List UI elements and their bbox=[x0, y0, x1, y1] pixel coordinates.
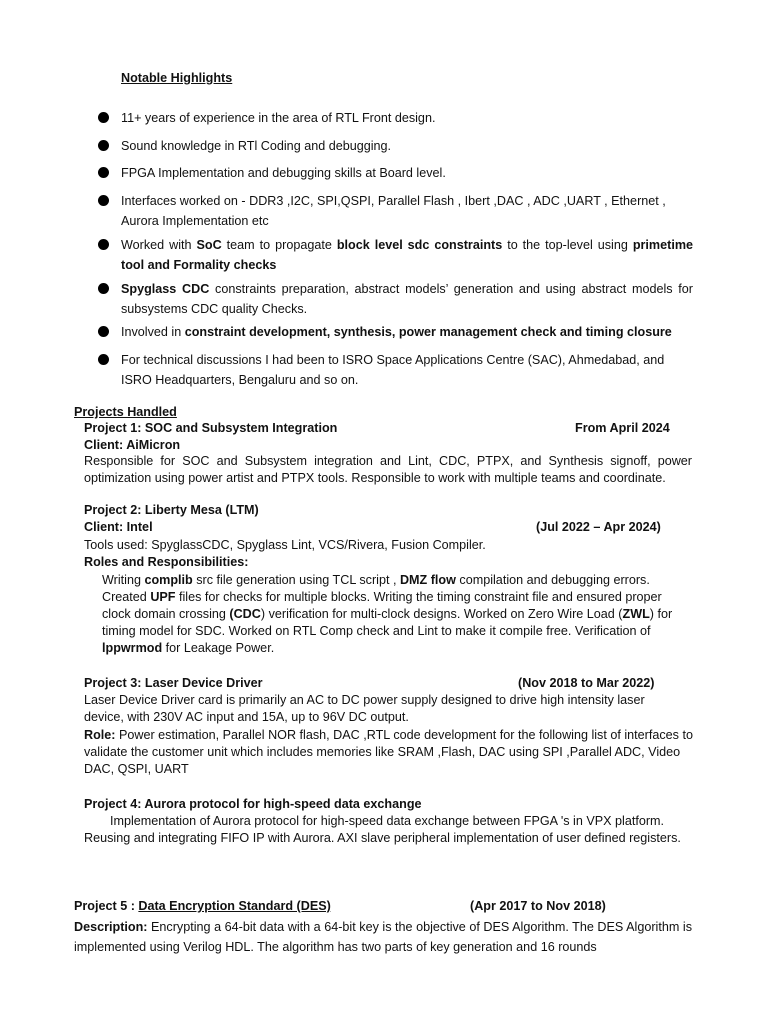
project5-header bbox=[74, 898, 674, 915]
highlight-item bbox=[96, 108, 692, 128]
bullet-icon bbox=[98, 167, 109, 178]
highlight-text: Interfaces worked on - DDR3 ,I2C, SPI,QSPI, Parallel Flash , Ibert ,DAC , ADC ,UART , Ethernet , Aurora Implementation etc bbox=[121, 194, 666, 228]
bold-term: (CDC bbox=[229, 607, 261, 621]
project1-title: Project 1: SOC and Subsystem Integration bbox=[84, 421, 338, 435]
bullet-icon bbox=[98, 195, 109, 206]
project1-client: Client: AiMicron bbox=[84, 438, 181, 452]
project5-title: Data Encryption Standard (DES) bbox=[138, 899, 331, 913]
project4-description: Implementation of Aurora protocol for high-speed data exchange between FPGA 's in VPX platform. Reusing and integrating FIFO IP with Aurora. AXI slave peripheral implementation of user defined registers. bbox=[84, 814, 681, 845]
bold-term: complib bbox=[144, 573, 193, 587]
bold-term: lppwrmod bbox=[102, 641, 163, 655]
project3-description: Laser Device Driver card is primarily an AC to DC power supply designed to drive high intensity laser device, with 230V AC input and 15A, up to 96V DC output. bbox=[84, 693, 645, 724]
highlight-text: 11+ years of experience in the area of RTL Front design. bbox=[121, 111, 436, 125]
role-label: Role: bbox=[84, 728, 116, 742]
highlight-text: For technical discussions I had been to ISRO Space Applications Centre (SAC), Ahmedabad, and ISRO Headquarters, Bengaluru and so on. bbox=[121, 353, 665, 387]
highlights-title: Notable Highlights bbox=[121, 71, 233, 85]
project3-date: (Nov 2018 to Mar 2022) bbox=[518, 676, 655, 690]
project2-tools: Tools used: SpyglassCDC, Spyglass Lint, VCS/Rivera, Fusion Compiler. bbox=[84, 538, 486, 552]
description-label: Description: bbox=[74, 920, 148, 934]
project2-roles-label: Roles and Responsibilities: bbox=[84, 555, 249, 569]
highlight-item bbox=[96, 163, 692, 183]
highlight-text: Sound knowledge in RTl Coding and debugging. bbox=[121, 139, 392, 153]
bullet-icon bbox=[98, 140, 109, 151]
project1-date: From April 2024 bbox=[575, 421, 670, 435]
highlight-item: Worked with SoC team to propagate block level sdc constraints to the top-level using primetime tool and Formality checks bbox=[96, 235, 692, 275]
bullet-icon bbox=[98, 112, 109, 123]
project1-header bbox=[84, 420, 674, 437]
highlight-item bbox=[96, 350, 692, 390]
project2-header bbox=[84, 519, 674, 536]
project1-description: Responsible for SOC and Subsystem integration and Lint, CDC, PTPX, and Synthesis signoff, power optimization using power artist and PTPX tools. Responsible to work with multiple teams and coordinate. bbox=[84, 454, 692, 485]
bold-term: ZWL bbox=[622, 607, 650, 621]
bullet-icon bbox=[98, 326, 109, 337]
project5-description: Description: Encrypting a 64-bit data with a 64-bit key is the objective of DES Algorithm. The DES Algorithm is implemented using Verilog HDL. The algorithm has two parts of key generation and 16 rounds bbox=[74, 920, 692, 954]
bullet-icon bbox=[98, 239, 109, 250]
bold-term: block level sdc constraints bbox=[336, 238, 503, 252]
project4-title: Project 4: Aurora protocol for high-speed data exchange bbox=[84, 797, 422, 811]
project2-client: Client: Intel bbox=[84, 520, 153, 534]
project2-title: Project 2: Liberty Mesa (LTM) bbox=[84, 503, 259, 517]
projects-title: Projects Handled bbox=[74, 405, 177, 419]
highlight-item bbox=[96, 191, 692, 231]
bold-term: SoC bbox=[196, 238, 222, 252]
bold-term: Spyglass CDC bbox=[121, 282, 210, 296]
bold-term: DMZ flow bbox=[399, 573, 456, 587]
highlight-item: Involved in constraint development, synthesis, power management check and timing closure bbox=[96, 322, 692, 342]
bold-term: constraint development, synthesis, power management check and timing closure bbox=[184, 325, 672, 339]
bold-term: primetime tool and Formality checks bbox=[121, 238, 694, 272]
project2-date: (Jul 2022 – Apr 2024) bbox=[536, 520, 661, 534]
highlight-text: FPGA Implementation and debugging skills at Board level. bbox=[121, 166, 446, 180]
project5-prefix: Project 5 : bbox=[74, 899, 139, 913]
highlight-item bbox=[96, 136, 692, 156]
project3-header bbox=[84, 675, 674, 692]
bold-term: UPF bbox=[150, 590, 176, 604]
project3-role: Role: Power estimation, Parallel NOR flash, DAC ,RTL code development for the following list of interfaces to validate the customer unit which includes memories like SRAM ,Flash, DAC using SPI ,Parallel ADC, Video DAC, QSPI, UART bbox=[84, 728, 693, 776]
highlight-item: Spyglass CDC constraints preparation, abstract models’ generation and using abstract models for subsystems CDC quality Checks. bbox=[96, 279, 692, 319]
bullet-icon bbox=[98, 354, 109, 365]
project3-title: Project 3: Laser Device Driver bbox=[84, 676, 263, 690]
project2-roles: Writing complib src file generation using TCL script , DMZ flow compilation and debugging errors. Created UPF files for checks for multiple blocks. Writing the timing constraint file and ensured proper clock domain crossing (CDC) verification for multi-clock designs. Worked on Zero Wire Load (ZWL) for timing model for SDC. Worked on RTL Comp check and Lint to make it compile free. Verification of lppwrmod for Leakage Power. bbox=[102, 573, 673, 655]
project5-date: (Apr 2017 to Nov 2018) bbox=[470, 899, 606, 913]
bullet-icon bbox=[98, 283, 109, 294]
